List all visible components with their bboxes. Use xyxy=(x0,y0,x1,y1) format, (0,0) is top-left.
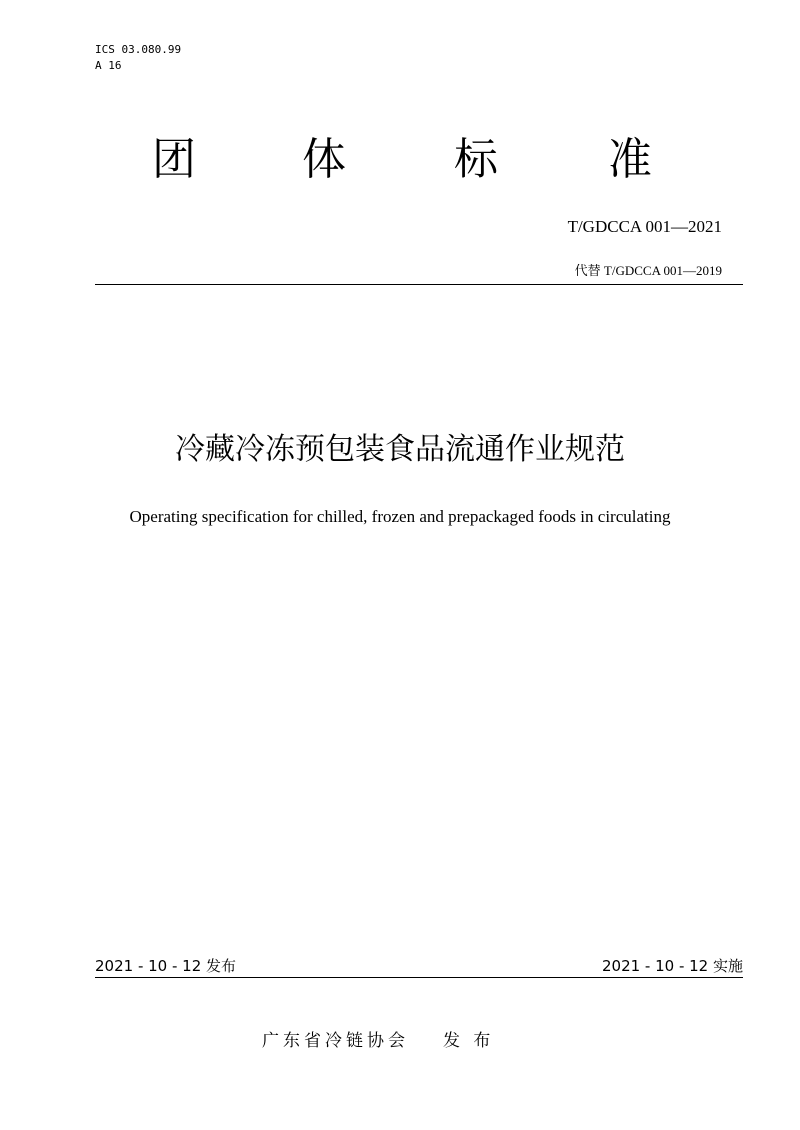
document-title-english: Operating specification for chilled, frozen and prepackaged foods in circulating xyxy=(129,507,671,526)
classification-codes xyxy=(95,42,181,74)
publisher-org: 广东省冷链协会 xyxy=(262,1031,409,1051)
standard-type-char-2: 体 xyxy=(302,134,346,185)
top-divider xyxy=(95,284,743,285)
ccs-code: A 16 xyxy=(95,59,122,72)
publisher-line xyxy=(262,1030,494,1052)
replaces-standard: 代替 T/GDCCA 001—2019 xyxy=(574,263,722,278)
document-title-chinese: 冷藏冷冻预包装食品流通作业规范 xyxy=(175,432,625,467)
issue-date: 2021 - 10 - 12 发布 xyxy=(95,957,237,975)
standard-type-char-3: 标 xyxy=(454,134,498,185)
implementation-date: 2021 - 10 - 12 实施 xyxy=(601,957,743,975)
standard-type-heading xyxy=(0,132,800,192)
standard-type-char-1: 团 xyxy=(152,134,196,185)
bottom-divider xyxy=(95,977,743,978)
standard-type-char-4: 准 xyxy=(608,134,652,185)
standard-number: T/GDCCA 001—2021 xyxy=(567,217,722,236)
ics-code: ICS 03.080.99 xyxy=(95,43,182,56)
publisher-action: 发 布 xyxy=(443,1031,495,1051)
